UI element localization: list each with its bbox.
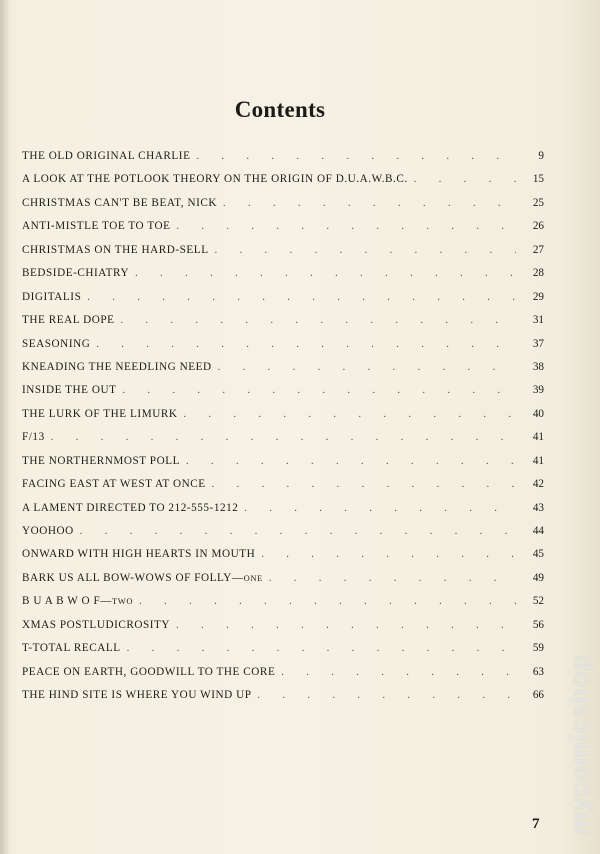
dot-leader	[281, 667, 516, 678]
toc-entry-title	[22, 666, 275, 678]
toc-entry	[22, 502, 544, 525]
toc-entry-title-text: SEASONING	[22, 337, 91, 350]
toc-entry-title	[22, 267, 129, 279]
toc-entry-page: 52	[532, 595, 544, 608]
toc-entry-page: 26	[532, 220, 544, 233]
toc-entry-title	[22, 244, 209, 256]
toc-entry-title	[22, 431, 45, 443]
toc-entry	[22, 431, 544, 454]
toc-entry-title-text: FACING EAST AT WEST AT ONCE	[22, 478, 206, 491]
toc-entry-title-text: DIGITALIS	[22, 290, 82, 303]
contents-heading: Contents	[234, 97, 326, 123]
toc-entry-page: 59	[532, 642, 544, 655]
toc-entry-title	[22, 595, 133, 607]
toc-entry	[22, 619, 544, 642]
dot-leader	[183, 409, 516, 420]
dot-leader	[177, 221, 516, 232]
toc-entry-title-text: B U A B W O F—	[22, 595, 112, 608]
toc-entry-page: 37	[532, 337, 544, 350]
toc-entry-title	[22, 384, 117, 396]
dot-leader	[87, 292, 516, 303]
toc-entry-page: 44	[532, 525, 544, 537]
toc-entry-page: 25	[532, 196, 544, 209]
toc-entry	[22, 220, 544, 243]
dot-leader	[244, 503, 516, 514]
toc-entry-page: 66	[532, 689, 544, 702]
toc-entry-page: 28	[532, 267, 544, 280]
toc-entry-title-text: PEACE ON EARTH, GOODWILL TO THE CORE	[22, 665, 276, 678]
toc-entry-title	[22, 619, 170, 631]
toc-entry	[22, 244, 544, 267]
watermark-logo: mycomicshop	[564, 654, 594, 835]
toc-entry	[22, 455, 544, 478]
page-number: 7	[532, 816, 540, 832]
dot-leader	[212, 479, 516, 490]
toc-entry	[22, 478, 544, 501]
toc-entry	[22, 572, 544, 595]
toc-entry-title	[22, 689, 251, 701]
toc-entry	[22, 595, 544, 618]
toc-entry-title-text: ONWARD WITH HIGH HEARTS IN MOUTH	[22, 548, 256, 561]
dot-leader	[269, 573, 516, 584]
toc-entry-title-text: XMAS POSTLUDICROSITY	[22, 618, 171, 631]
toc-entry-title-text: THE LURK OF THE LIMURK	[22, 407, 178, 420]
table-of-contents	[22, 150, 544, 713]
toc-entry-title	[22, 361, 212, 373]
toc-entry-title	[22, 173, 408, 185]
toc-entry-title-text: INSIDE THE OUT	[22, 384, 117, 397]
toc-entry-title	[22, 502, 238, 514]
toc-entry-title-suffix: TWO	[111, 596, 134, 607]
dot-leader	[257, 690, 516, 701]
toc-entry-page: 9	[538, 150, 544, 162]
toc-entry	[22, 197, 544, 220]
dot-leader	[261, 549, 516, 560]
toc-entry-title-text: A LAMENT DIRECTED TO 212-555-1212	[22, 501, 239, 514]
toc-entry-page: 31	[532, 314, 544, 327]
toc-entry-page: 29	[532, 290, 544, 303]
toc-entry	[22, 408, 544, 431]
toc-entry-page: 41	[532, 454, 544, 467]
dot-leader	[135, 268, 516, 279]
toc-entry-title	[22, 338, 90, 350]
dot-leader	[51, 432, 516, 443]
toc-entry-title	[22, 291, 81, 303]
toc-entry	[22, 642, 544, 665]
toc-entry-title-text: THE NORTHERNMOST POLL	[22, 454, 180, 467]
toc-entry-page: 38	[532, 360, 544, 373]
toc-entry-page: 39	[532, 384, 544, 397]
dot-leader	[80, 526, 516, 537]
toc-entry-title-text: THE REAL DOPE	[22, 314, 115, 327]
toc-entry-page: 49	[532, 571, 544, 584]
toc-entry-title	[22, 642, 121, 654]
toc-entry-page: 27	[532, 243, 544, 256]
toc-entry-title-text: A LOOK AT THE POTLOOK THEORY ON THE ORIGIN OF D.U.A.W.B.C.	[22, 173, 408, 186]
toc-entry-title	[22, 478, 206, 490]
toc-entry-title-text: T-TOTAL RECALL	[22, 642, 121, 655]
toc-entry-title-text: F/13	[22, 431, 45, 444]
dot-leader	[218, 362, 516, 373]
dot-leader	[139, 596, 516, 607]
toc-entry-title-suffix: ONE	[243, 572, 263, 583]
toc-entry	[22, 173, 544, 196]
dot-leader	[96, 339, 516, 350]
dot-leader	[186, 456, 516, 467]
toc-entry-title-text: BARK US ALL BOW-WOWS OF FOLLY—	[22, 571, 244, 584]
dot-leader	[176, 620, 516, 631]
toc-entry-page: 45	[532, 548, 544, 561]
dot-leader	[196, 151, 516, 162]
toc-entry-title	[22, 408, 177, 420]
toc-entry	[22, 150, 544, 173]
dot-leader	[127, 643, 516, 654]
spine-shadow	[0, 0, 10, 854]
dot-leader	[121, 315, 517, 326]
toc-entry	[22, 267, 544, 290]
toc-entry-title-text: THE OLD ORIGINAL CHARLIE	[22, 150, 191, 162]
toc-entry-title	[22, 220, 171, 232]
toc-entry	[22, 666, 544, 689]
toc-entry-title-text: CHRISTMAS CAN'T BE BEAT, NICK	[22, 196, 218, 209]
toc-entry-page: 15	[532, 173, 544, 186]
toc-entry-page: 40	[532, 407, 544, 420]
dot-leader	[223, 198, 516, 209]
toc-entry-title-text: THE HIND SITE IS WHERE YOU WIND UP	[22, 689, 252, 702]
dot-leader	[123, 385, 517, 396]
toc-entry-title-text: YOOHOO	[22, 525, 74, 537]
toc-entry-title	[22, 197, 217, 209]
toc-entry-title	[22, 525, 74, 537]
toc-entry	[22, 525, 544, 548]
toc-entry	[22, 291, 544, 314]
toc-entry	[22, 689, 544, 712]
toc-entry-page: 56	[532, 618, 544, 631]
dot-leader	[414, 174, 516, 185]
toc-entry-title	[22, 572, 263, 584]
toc-entry-title	[22, 150, 190, 162]
toc-entry-page: 42	[532, 478, 544, 491]
toc-entry-title	[22, 314, 115, 326]
toc-entry	[22, 361, 544, 384]
toc-entry	[22, 314, 544, 337]
toc-entry-page: 43	[532, 501, 544, 514]
dot-leader	[215, 245, 516, 256]
toc-entry-title-text: ANTI-MISTLE TOE TO TOE	[22, 220, 171, 233]
toc-entry-title-text: CHRISTMAS ON THE HARD-SELL	[22, 243, 209, 256]
toc-entry-title	[22, 548, 255, 560]
toc-entry-title-text: BEDSIDE-CHIATRY	[22, 267, 130, 280]
toc-entry-page: 63	[532, 665, 544, 678]
toc-entry	[22, 384, 544, 407]
toc-entry-page: 41	[532, 431, 544, 444]
toc-entry-title-text: KNEADING THE NEEDLING NEED	[22, 360, 212, 373]
toc-entry	[22, 548, 544, 571]
toc-entry-title	[22, 455, 180, 467]
toc-entry	[22, 338, 544, 361]
